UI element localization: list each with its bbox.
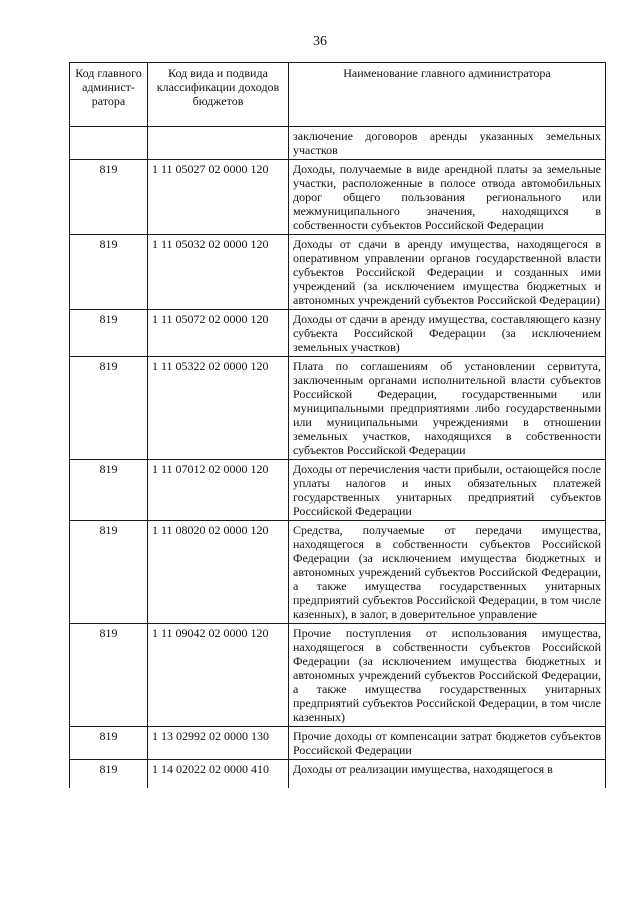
cell-name-continuation: заключение договоров аренды указанных земельных участков xyxy=(289,127,606,160)
table-row xyxy=(70,521,606,624)
cell-admin-code: 819 xyxy=(70,727,148,760)
table-header-row xyxy=(70,63,606,127)
cell-admin-name: Прочие доходы от компенсации затрат бюджетов субъектов Российской Федерации xyxy=(289,727,606,760)
page-number: 36 xyxy=(313,34,327,49)
cell-admin-code: 819 xyxy=(70,357,148,460)
cell-admin-name: Доходы от сдачи в аренду имущества, составляющего казну субъекта Российской Федерации (за исключением земельных участков) xyxy=(289,310,606,357)
cell-kbk: 1 11 05032 02 0000 120 xyxy=(148,235,289,310)
cell-admin-code: 819 xyxy=(70,310,148,357)
cell-admin-name: Доходы от перечисления части прибыли, остающейся после уплаты налогов и иных обязательных платежей государственных унитарных предприятий субъектов Российской Федерации xyxy=(289,460,606,521)
cell-kbk: 1 13 02992 02 0000 130 xyxy=(148,727,289,760)
table-row xyxy=(70,357,606,460)
cell-admin-name: Прочие поступления от использования имущества, находящегося в собственности субъектов Российской Федерации (за исключением имущества бюджетных и автономных учреждений субъектов Российской Федерации, а также имущества государственных унитарных предприятий субъектов Российской Федерации, в том числе казенных) xyxy=(289,624,606,727)
header-income-classification-code: Код вида и подвида классификации доходов бюджетов xyxy=(148,63,289,127)
cell-admin-name: Доходы от реализации имущества, находящегося в xyxy=(289,760,606,789)
cell-kbk: 1 14 02022 02 0000 410 xyxy=(148,760,289,789)
header-admin-name: Наименование главного администратора xyxy=(289,63,606,127)
administrators-table xyxy=(69,62,606,788)
cell-kbk xyxy=(148,127,289,160)
cell-kbk: 1 11 07012 02 0000 120 xyxy=(148,460,289,521)
cell-kbk: 1 11 08020 02 0000 120 xyxy=(148,521,289,624)
cell-admin-name: Доходы от сдачи в аренду имущества, находящегося в оперативном управлении органов государственной власти субъектов Российской Федерации и созданных ими учреждений (за исключением имущества бюджетных и автономных учреждений субъектов Российской Федерации) xyxy=(289,235,606,310)
cell-admin-name: Доходы, получаемые в виде арендной платы за земельные участки, расположенные в полосе отвода автомобильных дорог общего пользования регионального или межмуниципального значения, находящихся в собственности субъектов Российской Федерации xyxy=(289,160,606,235)
cell-admin-code: 819 xyxy=(70,760,148,789)
table-row xyxy=(70,460,606,521)
cell-admin-code: 819 xyxy=(70,521,148,624)
cell-kbk: 1 11 05322 02 0000 120 xyxy=(148,357,289,460)
cell-admin-code: 819 xyxy=(70,460,148,521)
table-row xyxy=(70,624,606,727)
table-row-truncated xyxy=(70,760,606,789)
cell-admin-name: Средства, получаемые от передачи имущества, находящегося в собственности субъектов Российской Федерации (за исключением имущества бюджетных и автономных учреждений субъектов Российской Федерации, а также имущества государственных унитарных предприятий субъектов Российской Федерации, в том числе казенных), в залог, в доверительное управление xyxy=(289,521,606,624)
cell-code xyxy=(70,127,148,160)
cell-kbk: 1 11 05072 02 0000 120 xyxy=(148,310,289,357)
cell-kbk: 1 11 05027 02 0000 120 xyxy=(148,160,289,235)
cell-admin-name: Плата по соглашениям об установлении сервитута, заключенным органами исполнительной власти субъектов Российской Федерации, государственными или муниципальными предприятиями либо государственными или муниципальными учреждениями в отношении земельных участков, находящихся в собственности субъектов Российской Федерации xyxy=(289,357,606,460)
cell-admin-code: 819 xyxy=(70,160,148,235)
cell-admin-code: 819 xyxy=(70,624,148,727)
header-admin-code: Код главного админист-ратора xyxy=(70,63,148,127)
table-row xyxy=(70,310,606,357)
table-row xyxy=(70,727,606,760)
cell-kbk: 1 11 09042 02 0000 120 xyxy=(148,624,289,727)
table-row xyxy=(70,235,606,310)
cell-admin-code: 819 xyxy=(70,235,148,310)
table-row-continuation xyxy=(70,127,606,160)
table-row xyxy=(70,160,606,235)
